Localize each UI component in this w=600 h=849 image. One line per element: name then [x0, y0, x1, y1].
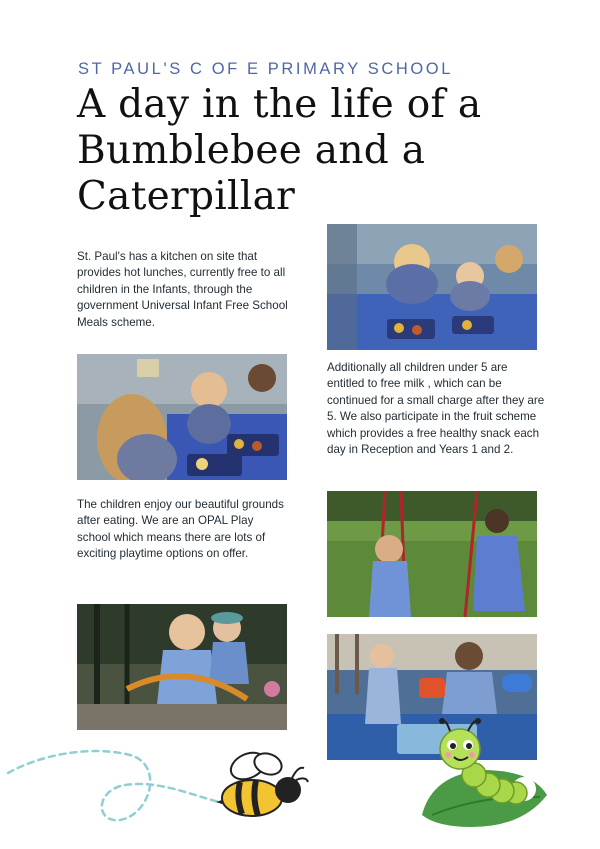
caterpillar-illustration [412, 715, 552, 830]
page-title: A day in the life of a Bumblebee and a Caterpillar [77, 82, 482, 219]
tricycle-photo [77, 604, 287, 730]
swings-photo [327, 491, 537, 617]
grounds-paragraph: The children enjoy our beautiful grounds after eating. We are an OPAL Play school which means there are lots of exciting playtime options on offer. [77, 498, 284, 561]
dashed-flight-path [0, 735, 240, 845]
bee-illustration [212, 748, 312, 828]
lunch-trays-photo [77, 354, 287, 480]
school-name: ST PAUL'S C OF E PRIMARY SCHOOL [78, 60, 454, 78]
milk-paragraph: Additionally all children under 5 are entitled to free milk , which can be continued for a small charge after they are 5. We also participate in the fruit scheme which provides a free healthy snack each day in Reception and Years 1 and 2. [327, 361, 545, 457]
lunch-table-photo [327, 224, 537, 350]
kitchen-paragraph: St. Paul's has a kitchen on site that provides hot lunches, currently free to all children in the Infants, through the government Universal Infant Free School Meals scheme. [77, 250, 288, 329]
